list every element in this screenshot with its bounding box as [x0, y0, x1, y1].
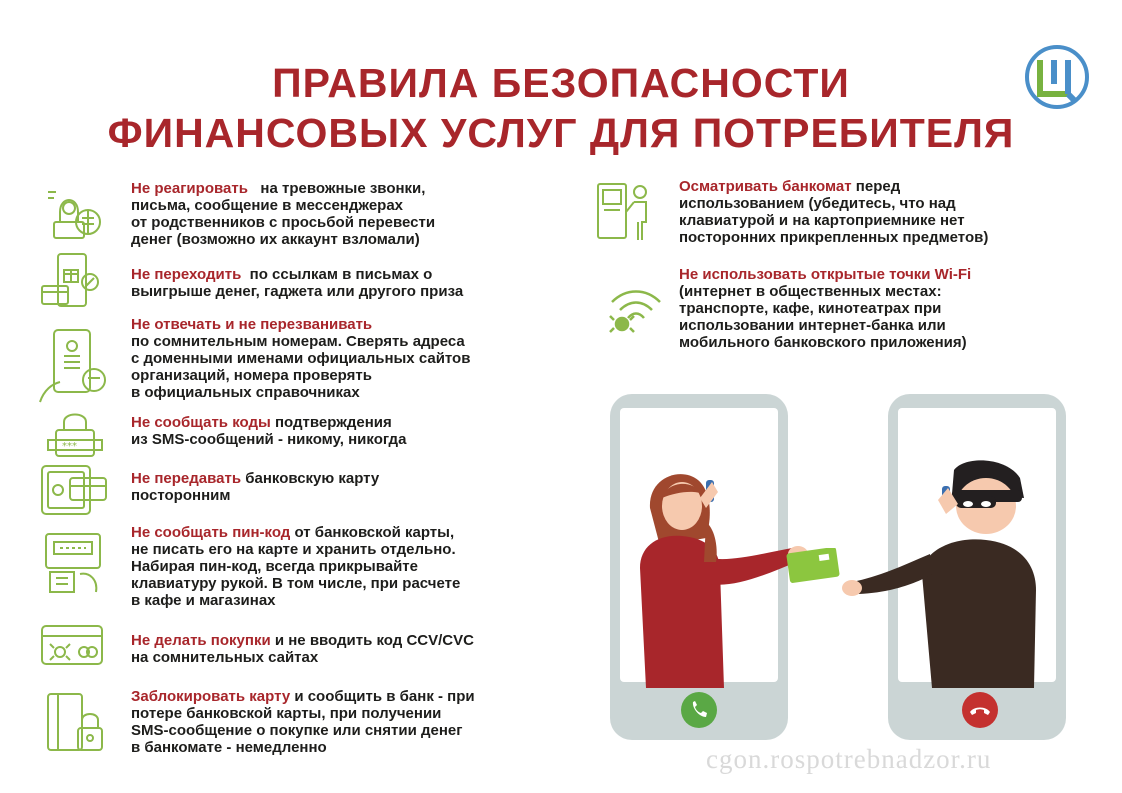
- rule-no-transfer-card: [131, 470, 379, 504]
- bank-card-illustration: [786, 548, 842, 584]
- rule-line: использовании интернет-банка или: [679, 317, 946, 334]
- rule-inspect-atm: [679, 178, 988, 246]
- rule-line: использованием (убедитесь, что над: [679, 195, 956, 212]
- rule-line: выигрыше денег, гаджета или другого приза: [131, 283, 464, 300]
- hacker-computer-icon: [42, 182, 104, 242]
- rule-line: потере банковской карты, при получении: [131, 705, 442, 722]
- rule-text: подтверждения: [270, 414, 392, 431]
- rule-highlight: Осматривать банкомат: [679, 178, 852, 195]
- lock-password-icon: [46, 412, 104, 458]
- rule-highlight: Не реагировать: [131, 180, 248, 197]
- rule-no-purchases: [131, 632, 474, 666]
- rule-highlight: Не делать покупки: [131, 632, 271, 649]
- rule-line: не писать его на карте и хранить отдельно.: [131, 541, 456, 558]
- rule-no-codes: [131, 414, 406, 448]
- rule-line: клавиатуру рукой. В том числе, при расчете: [131, 575, 461, 592]
- rule-line: письма, сообщение в мессенджерах: [131, 197, 404, 214]
- rule-text: и сообщить в банк - при: [290, 688, 475, 705]
- rule-line: (интернет в общественных местах:: [679, 283, 942, 300]
- rule-line: с доменными именами официальных сайтов: [131, 350, 471, 367]
- rule-text: банковскую карту: [241, 470, 380, 487]
- atm-pin-icon: [40, 532, 106, 596]
- rule-text: и не вводить код CCV/CVC: [270, 632, 474, 649]
- rule-highlight: Не отвечать и не перезванивать: [131, 316, 373, 333]
- rule-highlight: Не сообщать пин-код: [131, 524, 291, 541]
- rule-line: в банкомате - немедленно: [131, 739, 327, 756]
- card-lock-icon: [44, 690, 106, 756]
- fraudster-illustration: [836, 448, 1046, 688]
- rule-block-card: [131, 688, 475, 756]
- rule-line: от родственников с просьбой перевести: [131, 214, 436, 231]
- rule-no-pin: [131, 524, 460, 609]
- wifi-bug-icon: [606, 284, 662, 336]
- rule-line: на сомнительных сайтах: [131, 649, 319, 666]
- rule-line: в официальных справочниках: [131, 384, 360, 401]
- rule-line: SMS-сообщение о покупке или снятии денег: [131, 722, 463, 739]
- rule-line: мобильного банковского приложения): [679, 334, 967, 351]
- rule-line: из SMS-сообщений - никому, никогда: [131, 431, 407, 448]
- rule-highlight: Не сообщать коды: [131, 414, 271, 431]
- rule-no-links: [131, 266, 463, 300]
- rule-no-react: [131, 180, 435, 248]
- title-line-2: ФИНАНСОВЫХ УСЛУГ ДЛЯ ПОТРЕБИТЕЛЯ: [107, 110, 1015, 156]
- rule-line: организаций, номера проверять: [131, 367, 372, 384]
- title-line-1: ПРАВИЛА БЕЗОПАСНОСТИ: [272, 60, 850, 106]
- rule-text: по ссылкам в письмах о: [241, 266, 433, 283]
- rule-text: от банковской карты,: [290, 524, 455, 541]
- safe-card-icon: [40, 464, 110, 518]
- rule-text: на тревожные звонки,: [247, 180, 426, 197]
- page-title: [0, 58, 1122, 158]
- phone-fraudster-icon: [38, 326, 110, 404]
- rule-text: перед: [851, 178, 901, 195]
- rule-no-answer: [131, 316, 470, 401]
- rule-line: в кафе и магазинах: [131, 592, 276, 609]
- rule-line: посторонних прикрепленных предметов): [679, 229, 989, 246]
- phone-gift-icon: [40, 252, 104, 310]
- rule-highlight: Не передавать: [131, 470, 242, 487]
- rule-line: клавиатурой и на картоприемнике нет: [679, 212, 965, 229]
- rospotrebnadzor-logo-icon: [1024, 44, 1090, 110]
- rule-no-open-wifi: [679, 266, 971, 351]
- rule-highlight: Не переходить: [131, 266, 242, 283]
- rule-line: денег (возможно их аккаунт взломали): [131, 231, 420, 248]
- decline-call-icon: [962, 692, 998, 728]
- answer-call-icon: [681, 692, 717, 728]
- atm-person-icon: [594, 180, 656, 242]
- svg-text:***: ***: [62, 441, 77, 452]
- card-virus-icon: [40, 624, 106, 668]
- rule-line: транспорте, кафе, кинотеатрах при: [679, 300, 942, 317]
- rule-line: посторонним: [131, 487, 231, 504]
- watermark: cgon.rospotrebnadzor.ru: [706, 744, 992, 774]
- rule-line: по сомнительным номерам. Сверять адреса: [131, 333, 465, 350]
- rule-line: Набирая пин-код, всегда прикрывайте: [131, 558, 418, 575]
- rule-highlight: Не использовать открытые точки Wi-Fi: [679, 266, 972, 283]
- rule-highlight: Заблокировать карту: [131, 688, 291, 705]
